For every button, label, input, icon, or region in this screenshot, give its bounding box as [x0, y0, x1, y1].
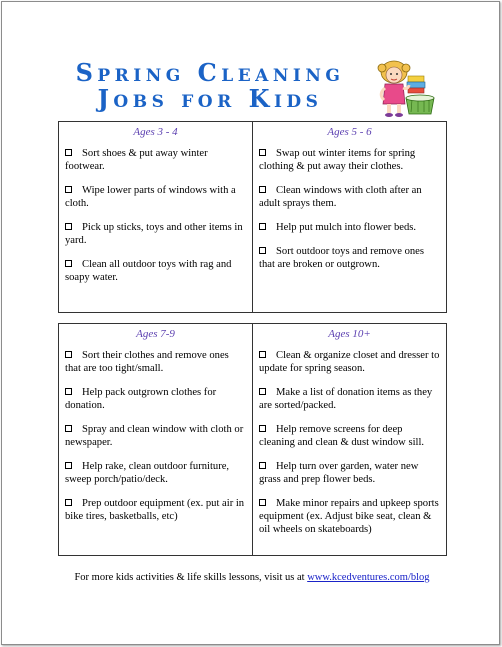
checkbox-square-icon: [259, 149, 266, 156]
list-item: Clean windows with cloth after an adult sprays them.: [259, 185, 422, 209]
list-item: Spray and clean window with cloth or newspaper.: [65, 424, 244, 448]
title-line-1: Spring Cleaning: [75, 58, 345, 87]
section-ages-3-4: [59, 122, 252, 312]
girl-with-laundry-basket-icon: [374, 60, 436, 118]
list-item: Help remove screens for deep cleaning and clean & dust window sill.: [259, 424, 425, 448]
checkbox-square-icon: [259, 247, 266, 254]
list-item: Make minor repairs and upkeep sports equipment (ex. Adjust bike seat, clean & oil wheels on skateboards): [259, 498, 439, 535]
list-item: Help turn over garden, water new grass and prep flower beds.: [259, 461, 419, 485]
age-heading: Ages 7-9: [136, 328, 175, 340]
jobs-table-bottom: [58, 323, 447, 556]
list-item: Clean & organize closet and dresser to update for spring season.: [259, 350, 440, 374]
footer: [2, 572, 502, 583]
section-ages-5-6: [252, 122, 446, 312]
list-item: Clean all outdoor toys with rag and soapy water.: [65, 259, 232, 283]
footer-text: For more kids activities & life skills lessons, visit us at: [74, 572, 308, 583]
checkbox-square-icon: [65, 223, 72, 230]
list-item: Pick up sticks, toys and other items in yard.: [65, 222, 243, 246]
checkbox-square-icon: [259, 425, 266, 432]
checkbox-square-icon: [65, 149, 72, 156]
list-item: Swap out winter items for spring clothing & put away their clothes.: [259, 148, 416, 172]
age-heading: Ages 10+: [328, 328, 371, 340]
age-heading: Ages 3 - 4: [133, 126, 178, 138]
checkbox-square-icon: [259, 186, 266, 193]
checkbox-square-icon: [259, 499, 266, 506]
checkbox-square-icon: [65, 462, 72, 469]
section-ages-10-plus: [252, 324, 446, 555]
jobs-table-top: [58, 121, 447, 313]
checkbox-square-icon: [65, 388, 72, 395]
checkbox-square-icon: [65, 425, 72, 432]
checkbox-square-icon: [65, 186, 72, 193]
section-ages-7-9: [59, 324, 252, 555]
checkbox-square-icon: [65, 351, 72, 358]
list-item: Prep outdoor equipment (ex. put air in bike tires, basketballs, etc): [65, 498, 245, 522]
age-heading: Ages 5 - 6: [327, 126, 372, 138]
checkbox-square-icon: [259, 388, 266, 395]
checkbox-square-icon: [65, 499, 72, 506]
title-line-2: Jobs for Kids: [97, 84, 323, 113]
list-item: Help put mulch into flower beds.: [259, 221, 440, 234]
list-item: Help rake, clean outdoor furniture, sweep porch/patio/deck.: [65, 461, 230, 485]
list-item: Wipe lower parts of windows with a cloth.: [65, 185, 236, 209]
blog-link[interactable]: www.kcedventures.com/blog: [307, 572, 430, 583]
list-item: Sort their clothes and remove ones that are too tight/small.: [65, 350, 229, 374]
list-item: Sort outdoor toys and remove ones that are broken or outgrown.: [259, 246, 424, 270]
checkbox-square-icon: [259, 462, 266, 469]
list-item: Help pack outgrown clothes for donation.: [65, 387, 217, 411]
page-title: [50, 60, 370, 112]
list-item: Sort shoes & put away winter footwear.: [65, 148, 208, 172]
list-item: Make a list of donation items as they are sorted/packed.: [259, 387, 433, 411]
checkbox-square-icon: [65, 260, 72, 267]
checkbox-square-icon: [259, 223, 266, 230]
document-page: [1, 1, 500, 645]
checkbox-square-icon: [259, 351, 266, 358]
